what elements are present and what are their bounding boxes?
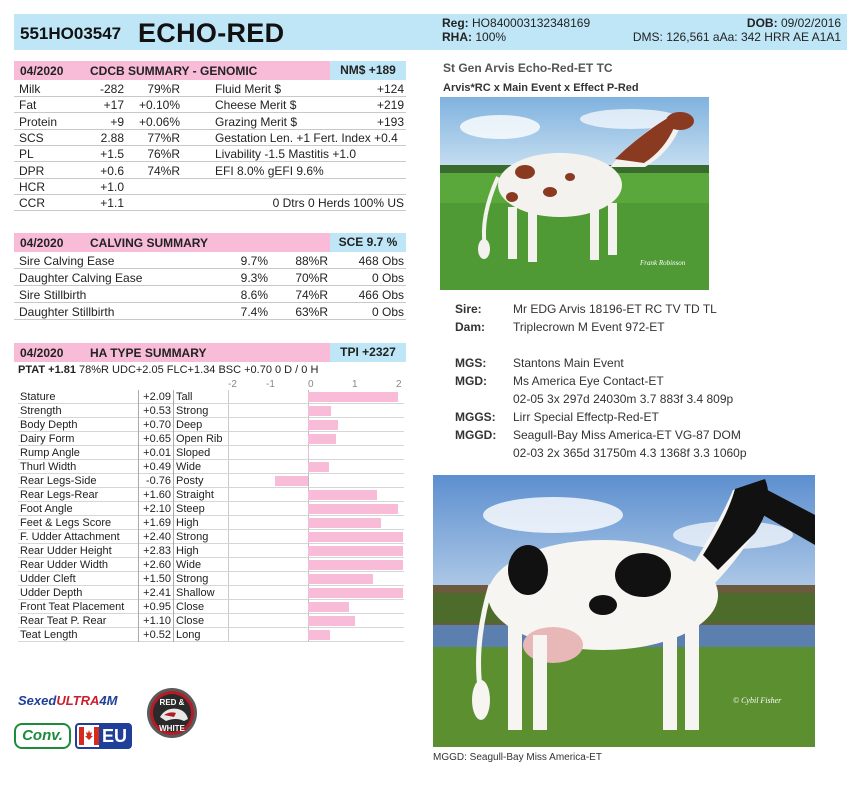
type-trait-row bbox=[18, 558, 404, 572]
trait-ptav: +1.10 bbox=[138, 614, 174, 628]
mgs-label: MGS: bbox=[455, 356, 487, 370]
trait-bar bbox=[308, 588, 403, 598]
trait-name: Rear Udder Width bbox=[20, 559, 109, 571]
trait-descriptor: Wide bbox=[176, 461, 202, 473]
trait-bar bbox=[308, 420, 338, 430]
rha: RHA: 100% bbox=[442, 30, 507, 44]
trait-name: Rump Angle bbox=[20, 447, 80, 459]
trait-descriptor: Straight bbox=[176, 489, 214, 501]
trait-bar bbox=[308, 434, 336, 444]
trait-label-2: Gestation Len. +1 Fert. Index +0.4 bbox=[215, 130, 398, 145]
type-trait-row bbox=[18, 628, 404, 642]
mggd-label: MGGD: bbox=[455, 428, 497, 442]
trait-descriptor: Strong bbox=[176, 531, 209, 543]
sire-label: Sire: bbox=[455, 302, 482, 316]
calving-obs: 468 Obs bbox=[358, 254, 404, 268]
bull-code: 551HO03547 bbox=[20, 24, 122, 43]
mggd-record: 02-03 2x 365d 31750m 4.3 1368f 3.3 1060p bbox=[513, 446, 747, 460]
trait-bar bbox=[308, 546, 403, 556]
axis-label: 2 bbox=[396, 379, 402, 390]
cdcb-row bbox=[14, 97, 406, 113]
type-trait-row bbox=[18, 404, 404, 418]
full-name: St Gen Arvis Echo-Red-ET TC bbox=[443, 61, 613, 75]
ptat-line: PTAT +1.81 78%R UDC+2.05 FLC+1.34 BSC +0.70 0 D / 0 H bbox=[18, 364, 319, 376]
trait-ptav: -0.76 bbox=[138, 474, 174, 488]
trait-bar bbox=[275, 476, 308, 486]
trait-label-2: Cheese Merit $ bbox=[215, 98, 297, 113]
calving-date: 04/2020 bbox=[20, 236, 64, 250]
registration: Reg: HO840003132348169 bbox=[442, 16, 591, 30]
type-trait-row bbox=[18, 418, 404, 432]
cdcb-row bbox=[14, 114, 406, 130]
trait-label: DPR bbox=[19, 163, 45, 178]
calving-reliability: 74%R bbox=[295, 288, 328, 302]
pedigree-line: Arvis*RC x Main Event x Effect P-Red bbox=[443, 82, 639, 94]
mgd-record: 02-05 3x 297d 24030m 3.7 883f 3.4 809p bbox=[513, 392, 734, 406]
trait-label-2: Fluid Merit $ bbox=[215, 82, 282, 96]
cdcb-row bbox=[14, 146, 406, 162]
trait-ptav: +1.69 bbox=[138, 516, 174, 530]
type-trait-row bbox=[18, 390, 404, 404]
trait-bar bbox=[308, 462, 329, 472]
calving-title: CALVING SUMMARY bbox=[90, 236, 208, 250]
eu-label: EU bbox=[99, 725, 130, 747]
mgs-value: Stantons Main Event bbox=[513, 356, 624, 370]
calving-reliability: 63%R bbox=[295, 305, 328, 319]
cdcb-row bbox=[14, 195, 406, 211]
rw-top-text: RED & bbox=[159, 698, 185, 707]
trait-descriptor: Tall bbox=[176, 391, 193, 403]
calving-row bbox=[14, 287, 406, 303]
trait-label-2: Grazing Merit $ bbox=[215, 114, 298, 129]
calving-label: Daughter Stillbirth bbox=[19, 305, 115, 319]
trait-name: Thurl Width bbox=[20, 461, 77, 473]
mggs-value: Lirr Special Effectp-Red-ET bbox=[513, 410, 659, 424]
trait-bar bbox=[308, 630, 330, 640]
trait-descriptor: Sloped bbox=[176, 447, 211, 459]
bull-photo bbox=[440, 97, 709, 290]
trait-ptav: +2.83 bbox=[138, 544, 174, 558]
trait-ptav: +2.60 bbox=[138, 558, 174, 572]
trait-ptav: +1.60 bbox=[138, 488, 174, 502]
calving-row bbox=[14, 270, 406, 286]
cdcb-title: CDCB SUMMARY - GENOMIC bbox=[90, 64, 258, 78]
type-trait-row bbox=[18, 432, 404, 446]
type-trait-row bbox=[18, 488, 404, 502]
trait-name: Teat Length bbox=[20, 629, 78, 641]
type-trait-row bbox=[18, 474, 404, 488]
trait-name: F. Udder Attachment bbox=[20, 531, 120, 543]
trait-bar bbox=[308, 490, 377, 500]
trait-ptav: +0.95 bbox=[138, 600, 174, 614]
trait-ptav: +0.52 bbox=[138, 628, 174, 642]
calving-label: Daughter Calving Ease bbox=[19, 271, 143, 285]
calving-label: Sire Stillbirth bbox=[19, 288, 87, 302]
trait-ptav: +2.41 bbox=[138, 586, 174, 600]
sire-value: Mr EDG Arvis 18196-ET RC TV TD TL bbox=[513, 302, 717, 316]
trait-label: SCS bbox=[19, 130, 44, 145]
calving-row bbox=[14, 304, 406, 320]
trait-reliability: +0.06% bbox=[138, 114, 180, 129]
red-white-badge bbox=[146, 687, 198, 739]
trait-descriptor: High bbox=[176, 545, 199, 557]
mgd-value: Ms America Eye Contact-ET bbox=[513, 374, 664, 388]
sexed-ultra-logo: SexedULTRA4M bbox=[18, 693, 118, 708]
trait-ptav: +0.49 bbox=[138, 460, 174, 474]
cdcb-summary-header bbox=[14, 61, 406, 80]
trait-descriptor: Strong bbox=[176, 405, 209, 417]
trait-bar bbox=[308, 602, 349, 612]
mggd-value: Seagull-Bay Miss America-ET VG-87 DOM bbox=[513, 428, 741, 442]
axis-label: 0 bbox=[308, 379, 314, 390]
type-trait-row bbox=[18, 572, 404, 586]
trait-label: Fat bbox=[19, 98, 37, 113]
conventional-badge: Conv. bbox=[14, 723, 71, 749]
trait-name: Foot Angle bbox=[20, 503, 73, 515]
calving-summary-header bbox=[14, 233, 406, 252]
trait-ptav: +2.09 bbox=[138, 390, 174, 404]
trait-value: +17 bbox=[103, 98, 124, 113]
trait-descriptor: Steep bbox=[176, 503, 205, 515]
trait-descriptor: High bbox=[176, 517, 199, 529]
trait-descriptor: Long bbox=[176, 629, 201, 641]
trait-ptav: +0.53 bbox=[138, 404, 174, 418]
trait-bar bbox=[308, 560, 403, 570]
trait-label: HCR bbox=[19, 179, 45, 194]
dam-label: Dam: bbox=[455, 320, 486, 334]
trait-descriptor: Wide bbox=[176, 559, 202, 571]
type-trait-row bbox=[18, 460, 404, 474]
rw-bottom-text: WHITE bbox=[159, 724, 185, 733]
trait-label-2: Livability -1.5 Mastitis +1.0 bbox=[215, 147, 357, 162]
trait-descriptor: Open Rib bbox=[176, 433, 223, 445]
trait-descriptor: Close bbox=[176, 615, 205, 627]
calving-obs: 0 Obs bbox=[371, 305, 404, 319]
trait-label: PL bbox=[19, 147, 34, 162]
trait-value-2: +124 bbox=[376, 82, 404, 96]
tpi-badge: TPI +2327 bbox=[330, 343, 406, 362]
trait-name: Rear Legs-Side bbox=[20, 475, 97, 487]
trait-name: Strength bbox=[20, 405, 62, 417]
trait-name: Rear Teat P. Rear bbox=[20, 615, 107, 627]
trait-value: +1.1 bbox=[100, 196, 124, 211]
trait-reliability: 77%R bbox=[147, 130, 180, 145]
trait-name: Feet & Legs Score bbox=[20, 517, 112, 529]
trait-value: -282 bbox=[99, 82, 124, 96]
trait-value: +1.0 bbox=[100, 179, 124, 194]
eu-badge bbox=[75, 723, 132, 749]
trait-bar bbox=[308, 532, 403, 542]
header-bar bbox=[14, 14, 847, 50]
trait-label-2: EFI 8.0% gEFI 9.6% bbox=[215, 163, 324, 178]
photo-credit: Frank Robinson bbox=[640, 259, 686, 267]
trait-reliability: 79%R bbox=[147, 82, 180, 96]
calving-obs: 0 Obs bbox=[371, 271, 404, 285]
photo-caption: MGGD: Seagull-Bay Miss America-ET bbox=[433, 752, 602, 763]
type-date: 04/2020 bbox=[20, 346, 64, 360]
trait-ptav: +2.40 bbox=[138, 530, 174, 544]
trait-reliability: +0.10% bbox=[138, 98, 180, 113]
trait-name: Udder Depth bbox=[20, 587, 83, 599]
trait-ptav: +0.01 bbox=[138, 446, 174, 460]
trait-value: +1.5 bbox=[100, 147, 124, 162]
type-trait-row bbox=[18, 502, 404, 516]
trait-ptav: +2.10 bbox=[138, 502, 174, 516]
trait-name: Rear Legs-Rear bbox=[20, 489, 99, 501]
trait-ptav: +0.70 bbox=[138, 418, 174, 432]
type-trait-row bbox=[18, 530, 404, 544]
trait-bar bbox=[308, 616, 355, 626]
type-summary-header bbox=[14, 343, 406, 362]
trait-reliability: 74%R bbox=[147, 163, 180, 178]
canada-flag-icon bbox=[79, 727, 99, 745]
trait-ptav: +1.50 bbox=[138, 572, 174, 586]
nm-badge: NM$ +189 bbox=[330, 61, 406, 80]
dam-value: Triplecrown M Event 972-ET bbox=[513, 320, 665, 334]
trait-value: +0.6 bbox=[100, 163, 124, 178]
trait-name: Body Depth bbox=[20, 419, 78, 431]
calving-label: Sire Calving Ease bbox=[19, 254, 115, 268]
cdcb-row bbox=[14, 130, 406, 146]
trait-name: Stature bbox=[20, 391, 56, 403]
trait-label: CCR bbox=[19, 196, 45, 211]
type-trait-row bbox=[18, 516, 404, 530]
trait-name: Front Teat Placement bbox=[20, 601, 125, 613]
trait-bar bbox=[308, 574, 373, 584]
trait-ptav: +0.65 bbox=[138, 432, 174, 446]
trait-descriptor: Shallow bbox=[176, 587, 215, 599]
cdcb-row bbox=[14, 179, 406, 195]
trait-descriptor: Posty bbox=[176, 475, 204, 487]
mgd-label: MGD: bbox=[455, 374, 487, 388]
trait-name: Rear Udder Height bbox=[20, 545, 112, 557]
trait-value: 2.88 bbox=[100, 130, 124, 145]
trait-label: Protein bbox=[19, 114, 58, 129]
trait-value-2: 0 Dtrs 0 Herds 100% US bbox=[272, 196, 404, 211]
calving-obs: 466 Obs bbox=[358, 288, 404, 302]
type-trait-row bbox=[18, 614, 404, 628]
trait-name: Udder Cleft bbox=[20, 573, 76, 585]
bull-name: ECHO-RED bbox=[138, 18, 285, 48]
date-of-birth: DOB: 09/02/2016 bbox=[746, 16, 841, 30]
dms-line: DMS: 126,561 aAa: 342 HRR AE A1A1 bbox=[632, 30, 841, 44]
calving-percent: 8.6% bbox=[240, 288, 268, 302]
trait-bar bbox=[308, 406, 331, 416]
calving-reliability: 70%R bbox=[295, 271, 328, 285]
cow-photo bbox=[433, 475, 815, 747]
trait-label: Milk bbox=[19, 82, 41, 96]
trait-bar bbox=[308, 504, 398, 514]
axis-label: 1 bbox=[352, 379, 358, 390]
trait-value-2: +193 bbox=[376, 114, 404, 129]
type-trait-row bbox=[18, 446, 404, 460]
cdcb-row bbox=[14, 163, 406, 179]
mggs-label: MGGS: bbox=[455, 410, 496, 424]
type-trait-row bbox=[18, 600, 404, 614]
trait-descriptor: Close bbox=[176, 601, 205, 613]
calving-percent: 9.7% bbox=[240, 254, 268, 268]
cdcb-date: 04/2020 bbox=[20, 64, 64, 78]
axis-label: -2 bbox=[228, 379, 237, 390]
trait-reliability: 76%R bbox=[147, 147, 180, 162]
cdcb-row bbox=[14, 81, 406, 97]
type-title: HA TYPE SUMMARY bbox=[90, 346, 207, 360]
type-trait-row bbox=[18, 544, 404, 558]
axis-label: -1 bbox=[266, 379, 275, 390]
calving-percent: 9.3% bbox=[240, 271, 268, 285]
trait-value: +9 bbox=[110, 114, 124, 129]
calving-reliability: 88%R bbox=[295, 254, 328, 268]
type-trait-row bbox=[18, 586, 404, 600]
trait-name: Dairy Form bbox=[20, 433, 75, 445]
trait-descriptor: Deep bbox=[176, 419, 203, 431]
trait-bar bbox=[308, 518, 381, 528]
sce-badge: SCE 9.7 % bbox=[330, 233, 406, 252]
trait-value-2: +219 bbox=[376, 98, 404, 113]
trait-descriptor: Strong bbox=[176, 573, 209, 585]
calving-row bbox=[14, 253, 406, 269]
photo-credit: © Cybil Fisher bbox=[733, 696, 782, 705]
trait-bar bbox=[308, 392, 398, 402]
calving-percent: 7.4% bbox=[240, 305, 268, 319]
